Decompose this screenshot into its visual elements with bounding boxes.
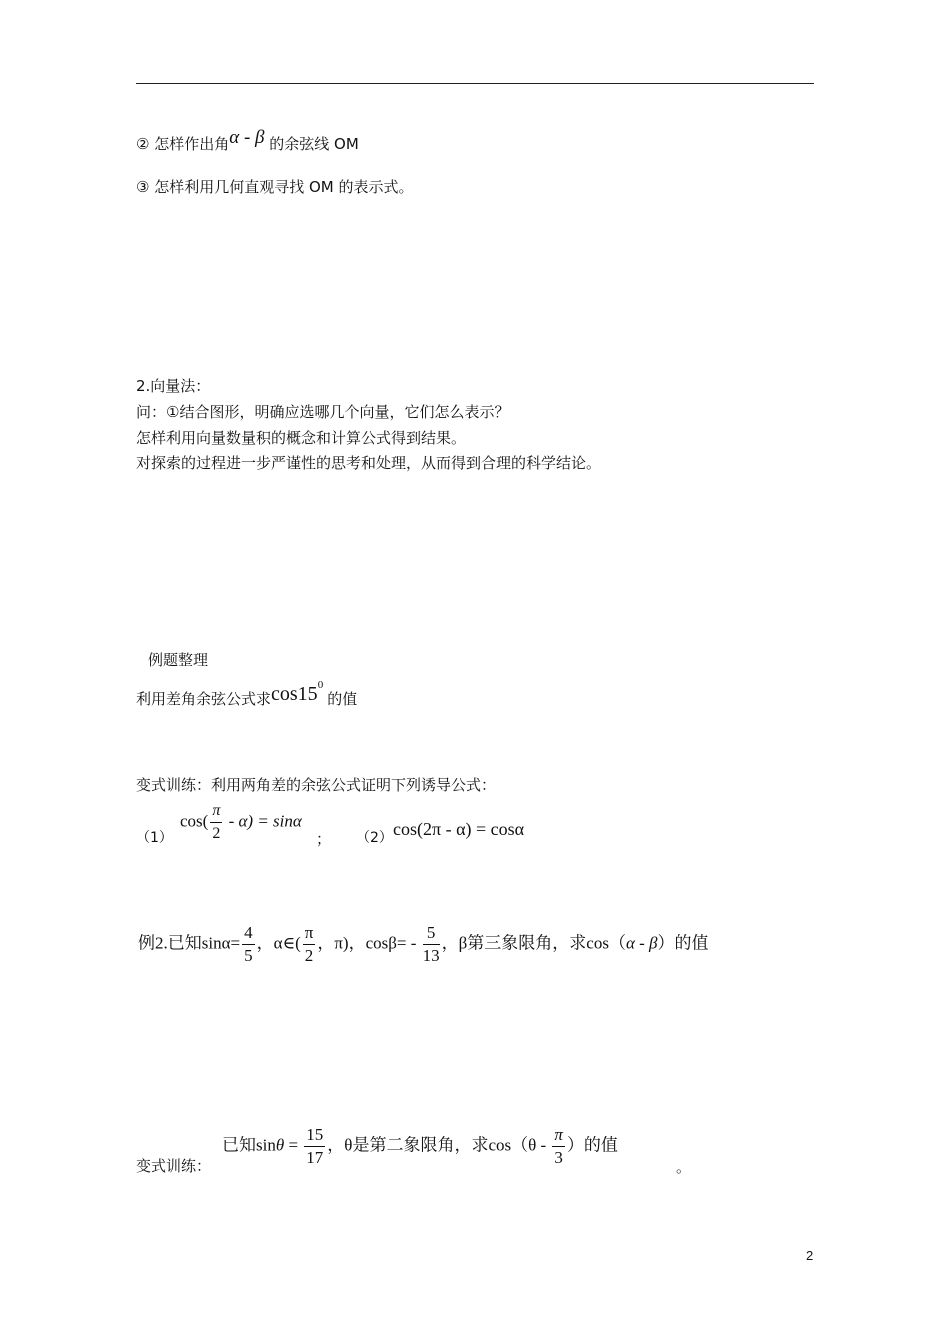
variant-2-formula	[222, 1124, 618, 1169]
example-2-mid2: ，π)，cosβ= -	[317, 933, 421, 953]
q2-text-post: 的余弦线 OM	[264, 135, 359, 153]
example-2	[138, 922, 709, 967]
example-1-pre: 利用差角余弦公式求	[136, 690, 272, 708]
variant-2-mid: ，θ是第二象限角，求cos（θ -	[327, 1135, 551, 1155]
vector-question-2: 怎样利用向量数量积的概念和计算公式得到结果。	[136, 429, 467, 447]
example-2-mid3: ，β第三象限角，求cos（	[441, 933, 626, 953]
fraction-4-5	[242, 922, 255, 967]
example-1-post: 的值	[327, 690, 358, 708]
example-2-pre: 例2.已知sinα=	[138, 933, 241, 953]
degree-superscript: 0	[317, 679, 324, 691]
page-number: 2	[806, 1248, 814, 1263]
q2-text-pre: 怎样作出角	[149, 135, 230, 153]
question-2-line	[136, 127, 359, 154]
fraction-numerator: π	[210, 800, 222, 823]
pi-over-2-fraction	[210, 800, 222, 845]
example-1	[136, 679, 358, 709]
fraction-numerator: π	[554, 1125, 563, 1144]
fraction-5-13	[423, 922, 440, 967]
fraction-denominator: 3	[552, 1146, 565, 1169]
fraction-numerator: 5	[426, 923, 436, 942]
fraction-pi-3	[552, 1124, 565, 1169]
fraction-15-17	[304, 1124, 325, 1169]
theta-symbol: θ	[275, 1135, 285, 1155]
variant-2-tail: 。	[676, 1158, 692, 1176]
fraction-pi-2	[303, 922, 316, 967]
variant-1-item2-label: （2）	[356, 830, 393, 846]
item1-cos: cos(	[180, 811, 209, 831]
item1-rest: - α) = sinα	[224, 811, 302, 831]
variant-1-item1-label: （1）	[136, 830, 173, 846]
cos15-expression: cos15	[271, 683, 318, 705]
example-2-mid1: ，α∈(	[256, 933, 301, 953]
examples-title: 例题整理	[148, 651, 209, 669]
fraction-denominator: 2	[212, 825, 221, 842]
vector-question-1: 问：①结合图形，明确应选哪几个向量，它们怎么表示？	[136, 403, 510, 421]
header-rule	[136, 83, 814, 84]
fraction-numerator: 15	[306, 1125, 324, 1144]
variant-1-item2-formula: cos(2π - α) = cosα	[393, 819, 525, 839]
equals-sign: =	[284, 1135, 303, 1155]
fraction-numerator: 4	[244, 923, 253, 942]
alpha-minus-beta: α - β	[625, 933, 658, 953]
variant-2-label: 变式训练：	[136, 1157, 212, 1175]
fraction-numerator: π	[304, 923, 314, 942]
beta-symbol: β	[255, 127, 265, 148]
variant-2-pre: 已知sin	[222, 1135, 276, 1155]
variant-1-item1-formula	[180, 800, 302, 845]
fraction-denominator: 5	[244, 946, 253, 965]
alpha-symbol: α	[229, 127, 240, 148]
variant-1-intro: 变式训练：利用两角差的余弦公式证明下列诱导公式：	[136, 776, 497, 794]
variant-2-post: ）的值	[566, 1135, 618, 1155]
circled-two: ②	[136, 135, 150, 153]
vector-method-title: 2.向量法：	[136, 377, 211, 395]
variant-1-separator: ；	[316, 830, 332, 848]
question-3-line: ③ 怎样利用几何直观寻找 OM 的表示式。	[136, 178, 414, 196]
fraction-denominator: 2	[303, 944, 316, 967]
minus-symbol: -	[239, 127, 256, 148]
vector-question-3: 对探索的过程进一步严谨性的思考和处理，从而得到合理的科学结论。	[136, 454, 602, 472]
fraction-denominator: 13	[422, 946, 440, 965]
fraction-denominator: 17	[306, 1148, 324, 1167]
example-2-post: ）的值	[657, 933, 709, 953]
